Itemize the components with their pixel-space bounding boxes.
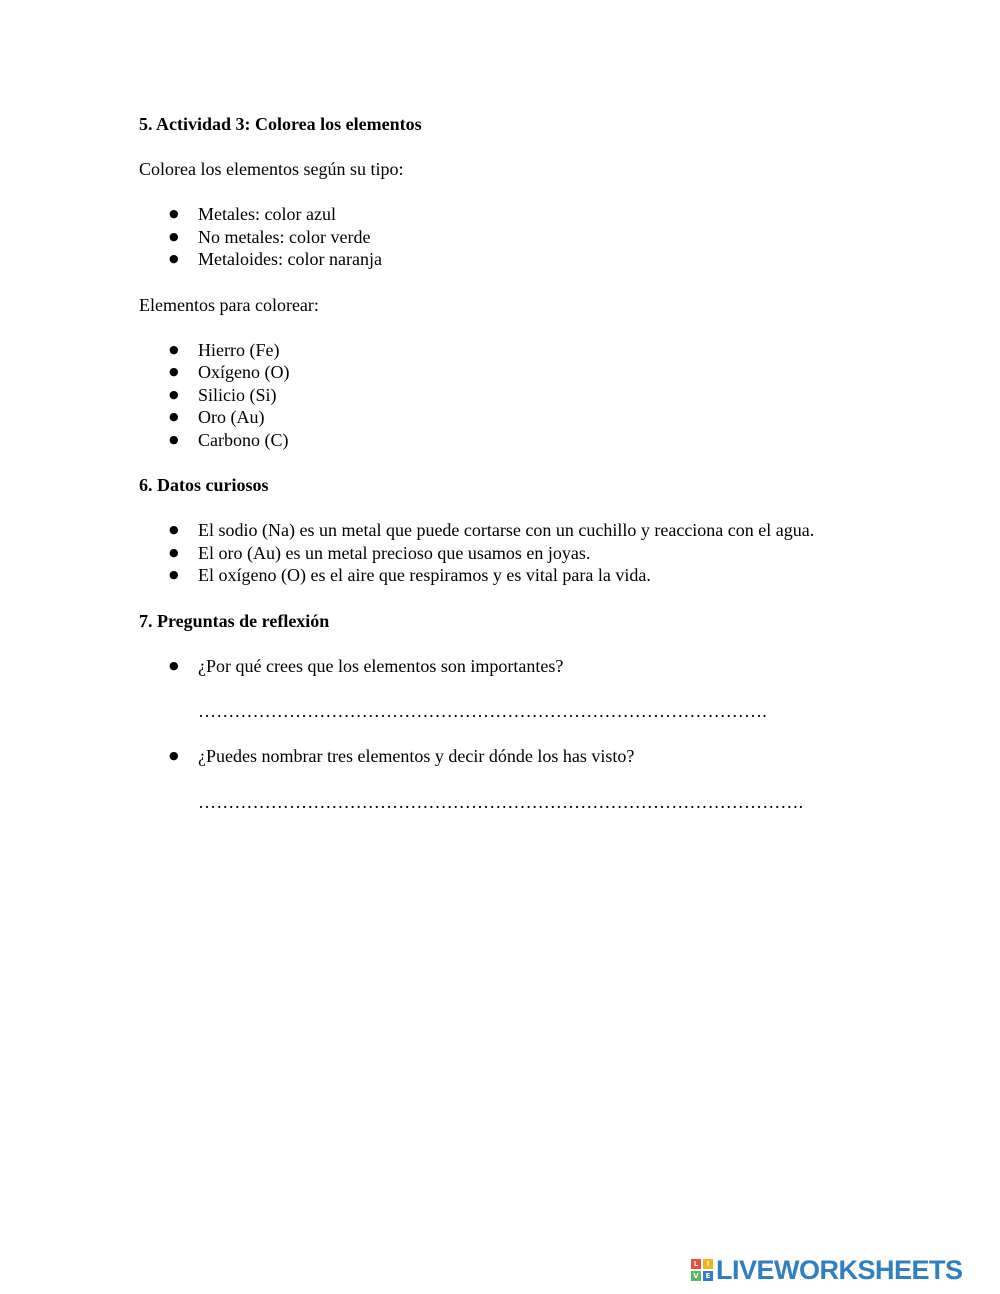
logo-text: LIVEWORKSHEETS: [716, 1254, 963, 1285]
bullet-icon: ●: [169, 365, 179, 378]
bullet-icon: ●: [169, 342, 179, 356]
elements-intro: Elementos para colorear:: [139, 294, 319, 315]
list-item: ● Oro (Au): [169, 407, 265, 427]
answer-line[interactable]: ……………………………………………………………………………………….: [198, 791, 804, 812]
list-item: ● Metaloides: color naranja: [169, 249, 382, 269]
bullet-icon: ●: [169, 387, 179, 401]
bullet-icon: ●: [169, 568, 179, 581]
bullet-icon: ●: [169, 545, 179, 559]
list-item: ● ¿Por qué crees que los elementos son importantes?: [169, 655, 564, 676]
list-item: ● El oro (Au) es un metal precioso que usamos en joyas.: [169, 542, 591, 563]
worksheet-page: [139, 113, 859, 836]
bullet-icon: ●: [169, 658, 179, 672]
bullet-icon: ●: [169, 749, 179, 762]
answer-line[interactable]: ………………………………………………………………………………….: [198, 701, 767, 721]
elements-list: [139, 339, 859, 452]
section-heading-curious-facts: 6. Datos curiosos: [139, 475, 269, 495]
list-item: ● Hierro (Fe): [169, 339, 280, 360]
liveworksheets-logo: [691, 1255, 963, 1285]
list-item: ● El oxígeno (O) es el aire que respiramos y es vital para la vida.: [169, 565, 651, 585]
list-item: ● Metales: color azul: [169, 204, 336, 224]
list-item: ● No metales: color verde: [169, 226, 371, 247]
list-item: ● ¿Puedes nombrar tres elementos y decir dónde los has visto?: [169, 746, 635, 766]
bullet-icon: ●: [169, 410, 179, 423]
type-list: [139, 203, 859, 271]
bullet-icon: ●: [169, 207, 179, 220]
bullet-icon: ●: [169, 432, 179, 446]
logo-mark-icon: L I V E: [691, 1259, 713, 1281]
bullet-icon: ●: [169, 252, 179, 265]
activity3-intro: Colorea los elementos según su tipo:: [139, 159, 404, 179]
reflection-question-2: [139, 745, 859, 813]
facts-list: [139, 519, 859, 587]
question-list: [139, 745, 859, 768]
section-heading-reflection: 7. Preguntas de reflexión: [139, 610, 330, 631]
question-list: [139, 655, 859, 678]
bullet-icon: ●: [169, 523, 179, 536]
list-item: ● El sodio (Na) es un metal que puede cortarse con un cuchillo y reacciona con el agua.: [169, 520, 815, 540]
bullet-icon: ●: [169, 229, 179, 243]
list-item: ● Oxígeno (O): [169, 362, 290, 382]
section-heading-activity3: 5. Actividad 3: Colorea los elementos: [139, 114, 422, 134]
list-item: ● Carbono (C): [169, 429, 289, 450]
list-item: ● Silicio (Si): [169, 384, 277, 405]
reflection-question-1: [139, 655, 859, 723]
